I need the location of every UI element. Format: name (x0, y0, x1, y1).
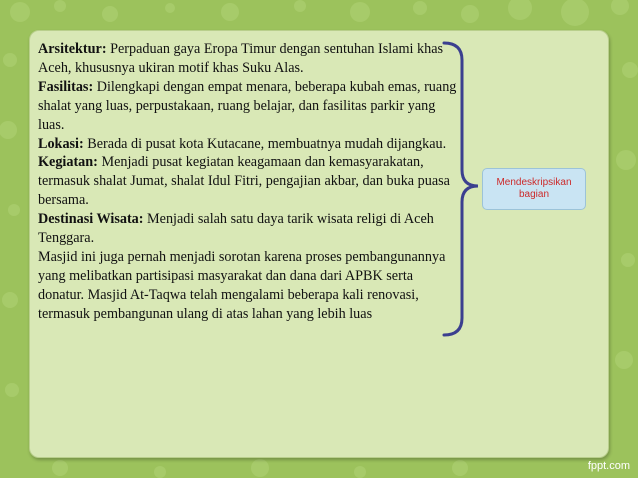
kegiatan-label: Kegiatan: (38, 154, 98, 171)
kegiatan-paragraph (38, 153, 458, 210)
kegiatan-text: Menjadi pusat kegiatan keagamaan dan kemasyarakatan, termasuk shalat Jumat, shalat Idul Fitri, pengajian akbar, dan buka puasa bersama. (38, 154, 450, 209)
arsitektur-text: Perpaduan gaya Eropa Timur dengan sentuhan Islami khas Aceh, khususnya ukiran motif khas Suku Alas. (38, 41, 444, 76)
lokasi-text: Berada di pusat kota Kutacane, membuatnya mudah dijangkau. (83, 135, 447, 152)
lokasi-label: Lokasi: (38, 135, 84, 152)
destinasi-text: Menjadi salah satu daya tarik wisata religi di Aceh Tenggara. (38, 211, 434, 247)
destinasi-label: Destinasi Wisata: (38, 211, 144, 228)
fasilitas-paragraph (38, 78, 458, 135)
closing-paragraph: Masjid ini juga pernah menjadi sorotan karena proses pembangunannya yang melibatkan partisipasi masyarakat dan dana dari APBK serta donatur. Masjid At-Taqwa telah mengalami beberapa kali renovasi, termasuk pembangunan ulang di atas lahan yang lebih luas (38, 248, 446, 322)
fasilitas-text: Dilengkapi dengan empat menara, beberapa kubah emas, ruang shalat yang luas, perpustakaan, ruang belajar, dan fasilitas parkir yang luas. (38, 78, 457, 133)
arsitektur-paragraph (38, 40, 458, 78)
callout-text: Mendeskripsikan bagian (496, 177, 572, 200)
footer-brand: fppt.com (587, 460, 630, 472)
arsitektur-label: Arsitektur: (38, 41, 107, 57)
callout-box (482, 168, 586, 210)
lokasi-paragraph (38, 135, 458, 154)
destinasi-paragraph (38, 210, 458, 248)
slide-text-body (38, 40, 458, 324)
fasilitas-label: Fasilitas: (38, 78, 94, 95)
